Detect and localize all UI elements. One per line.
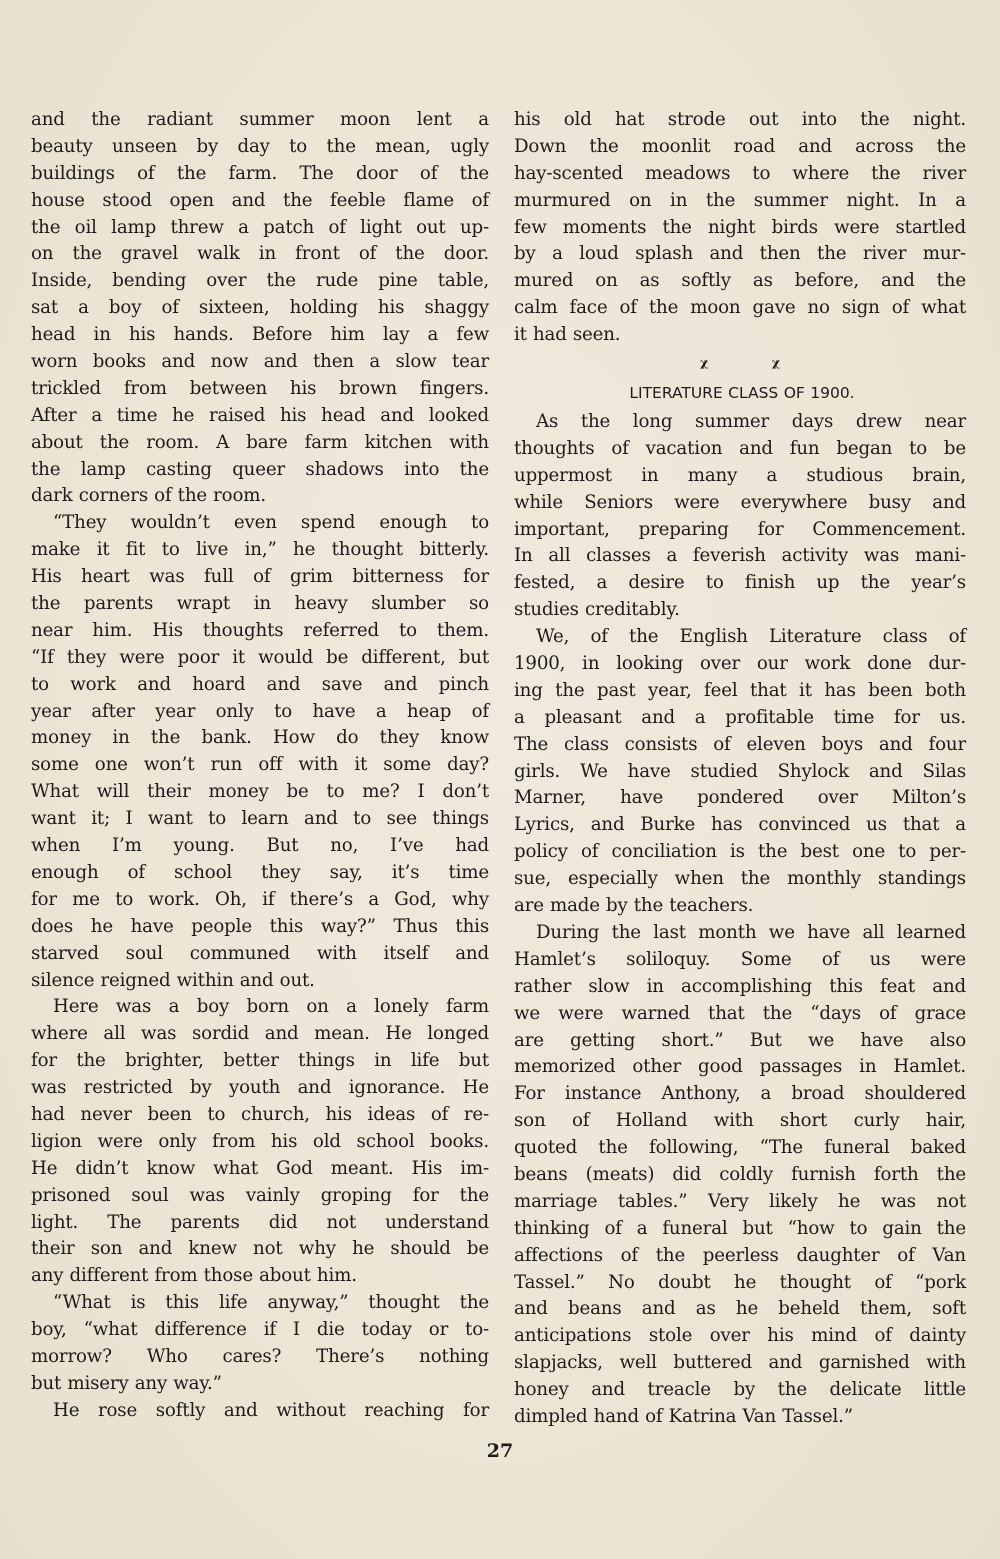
text-line: had never been to church, his ideas of re-	[31, 1103, 489, 1125]
text-line: near him. His thoughts referred to them.	[31, 619, 489, 641]
text-line: mured on as softly as before, and the	[514, 270, 966, 292]
text-line: Inside, bending over the rude pine table,	[31, 270, 489, 292]
text-line: dark corners of the room.	[31, 485, 266, 507]
text-line: Down the moonlit road and across the	[514, 135, 966, 157]
text-line: are getting short.” But we have also	[514, 1029, 966, 1051]
text-line: prisoned soul was vainly groping for the	[31, 1184, 489, 1206]
text-line: boy, “what difference if I die today or to-	[31, 1319, 489, 1341]
text-line: head in his hands. Before him lay a few	[31, 324, 489, 346]
text-line: are made by the teachers.	[514, 895, 754, 917]
text-line: does he have people this way?” Thus this	[31, 915, 489, 937]
text-line: by a loud splash and then the river mur-	[514, 243, 966, 265]
section-ornament: ᵡ ᵡ	[699, 354, 809, 379]
text-line: He didn’t know what God meant. His im-	[31, 1157, 489, 1179]
left-column	[31, 107, 489, 1425]
text-line: and the radiant summer moon lent a	[31, 109, 489, 130]
text-line: Tassel.” No doubt he thought of “pork	[514, 1271, 966, 1293]
text-line: and beans and as he beheld them, soft	[514, 1298, 966, 1320]
text-line: the lamp casting queer shadows into the	[31, 458, 489, 480]
text-line: policy of conciliation is the best one to per-	[514, 841, 966, 863]
text-line: starved soul communed with itself and	[31, 942, 489, 964]
text-line: sue, especially when the monthly standings	[514, 868, 966, 890]
text-line: sat a boy of sixteen, holding his shaggy	[31, 297, 489, 319]
text-line: while Seniors were everywhere busy and	[514, 491, 966, 513]
text-line: The class consists of eleven boys and four	[514, 733, 966, 755]
text-line: it had seen.	[514, 324, 621, 346]
text-line: year after year only to have a heap of	[31, 700, 489, 722]
text-line: studies creditably.	[514, 599, 680, 621]
text-line: important, preparing for Commencement.	[514, 518, 966, 540]
text-line: ligion were only from his old school books.	[31, 1130, 489, 1152]
text-line: thinking of a funeral but “how to gain the	[514, 1217, 966, 1239]
text-line: His heart was full of grim bitterness for	[31, 566, 489, 588]
text-line: We, of the English Literature class of	[536, 626, 966, 648]
text-line: house stood open and the feeble flame of	[31, 189, 489, 211]
text-line: money in the bank. How do they know	[31, 727, 489, 749]
text-line: rather slow in accomplishing this feat and	[514, 975, 966, 997]
text-line: Here was a boy born on a lonely farm	[53, 996, 489, 1018]
text-line: for me to work. Oh, if there’s a God, why	[31, 888, 489, 910]
section-heading: LITERATURE CLASS OF 1900.	[629, 384, 855, 403]
text-line: want it; I want to learn and to see things	[31, 808, 489, 830]
text-line: murmured on in the summer night. In a	[514, 189, 966, 211]
text-line: light. The parents did not understand	[31, 1211, 489, 1233]
text-line: uppermost in many a studious brain,	[514, 464, 966, 486]
story-conclusion	[514, 107, 966, 349]
text-line: honey and treacle by the delicate little	[514, 1379, 966, 1401]
text-line: was restricted by youth and ignorance. He	[31, 1077, 489, 1099]
text-line: their son and knew not why he should be	[31, 1238, 489, 1260]
text-line: ing the past year, feel that it has been both	[514, 679, 966, 701]
text-line: He rose softly and without reaching for	[53, 1399, 489, 1421]
text-line: beans (meats) did coldly furnish forth the	[514, 1163, 966, 1185]
text-line: trickled from between his brown fingers.	[31, 377, 489, 399]
right-column	[514, 107, 966, 1431]
text-line: For instance Anthony, a broad shouldered	[514, 1083, 966, 1105]
text-line: when I’m young. But no, I’ve had	[31, 835, 489, 857]
text-line: In all classes a feverish activity was mani-	[514, 545, 966, 567]
text-line: beauty unseen by day to the mean, ugly	[31, 135, 489, 157]
text-line: few moments the night birds were startled	[514, 216, 966, 238]
text-line: During the last month we have all learned	[536, 921, 966, 943]
text-line: on the gravel walk in front of the door.	[31, 243, 489, 265]
text-line: a pleasant and a profitable time for us.	[514, 706, 966, 728]
text-line: Hamlet’s soliloquy. Some of us were	[514, 948, 966, 970]
text-line: worn books and now and then a slow tear	[31, 351, 489, 373]
text-line: morrow? Who cares? There’s nothing	[31, 1345, 489, 1367]
text-line: to work and hoard and save and pinch	[31, 673, 489, 695]
text-line: his old hat strode out into the night.	[514, 109, 966, 130]
text-line: After a time he raised his head and looked	[31, 404, 489, 426]
page-number: 27	[486, 1440, 514, 1462]
text-line: 1900, in looking over our work done dur-	[514, 653, 966, 675]
text-line: the parents wrapt in heavy slumber so	[31, 593, 489, 615]
text-line: about the room. A bare farm kitchen with	[31, 431, 489, 453]
text-line: enough of school they say, it’s time	[31, 861, 489, 883]
text-line: hay-scented meadows to where the river	[514, 162, 966, 184]
text-line: calm face of the moon gave no sign of what	[514, 297, 966, 319]
text-line: dimpled hand of Katrina Van Tassel.”	[514, 1405, 853, 1427]
text-line: anticipations stole over his mind of dainty	[514, 1325, 966, 1347]
text-line: any different from those about him.	[31, 1265, 357, 1287]
text-line: slapjacks, well buttered and garnished with	[514, 1352, 966, 1374]
text-line: girls. We have studied Shylock and Silas	[514, 760, 966, 782]
text-line: affections of the peerless daughter of Van	[514, 1244, 966, 1266]
text-line: quoted the following, “The funeral baked	[514, 1137, 966, 1159]
text-line: Marner, have pondered over Milton’s	[514, 787, 966, 809]
text-line: some one won’t run off with it some day?	[31, 754, 489, 776]
text-line: but misery any way.”	[31, 1372, 222, 1394]
text-line: “If they were poor it would be different, but	[31, 646, 489, 668]
text-line: “They wouldn’t even spend enough to	[53, 512, 489, 534]
text-line: Lyrics, and Burke has convinced us that a	[514, 814, 966, 836]
literature-class-article	[514, 409, 966, 1431]
text-line: we were warned that the “days of grace	[514, 1002, 966, 1024]
text-line: where all was sordid and mean. He longed	[31, 1023, 489, 1045]
text-line: silence reigned within and out.	[31, 969, 315, 991]
text-line: for the brighter, better things in life but	[31, 1050, 489, 1072]
text-line: make it fit to live in,” he thought bitterly.	[31, 539, 489, 561]
text-line: the oil lamp threw a patch of light out up-	[31, 216, 489, 238]
text-line: son of Holland with short curly hair,	[514, 1110, 966, 1132]
text-line: As the long summer days drew near	[536, 411, 966, 433]
text-line: fested, a desire to finish up the year’s	[514, 572, 966, 594]
text-line: buildings of the farm. The door of the	[31, 162, 489, 184]
text-line: “What is this life anyway,” thought the	[53, 1292, 489, 1314]
text-line: thoughts of vacation and fun began to be	[514, 437, 966, 459]
text-line: What will their money be to me? I don’t	[31, 781, 489, 803]
text-line: marriage tables.” Very likely he was not	[514, 1190, 966, 1212]
text-line: memorized other good passages in Hamlet.	[514, 1056, 966, 1078]
